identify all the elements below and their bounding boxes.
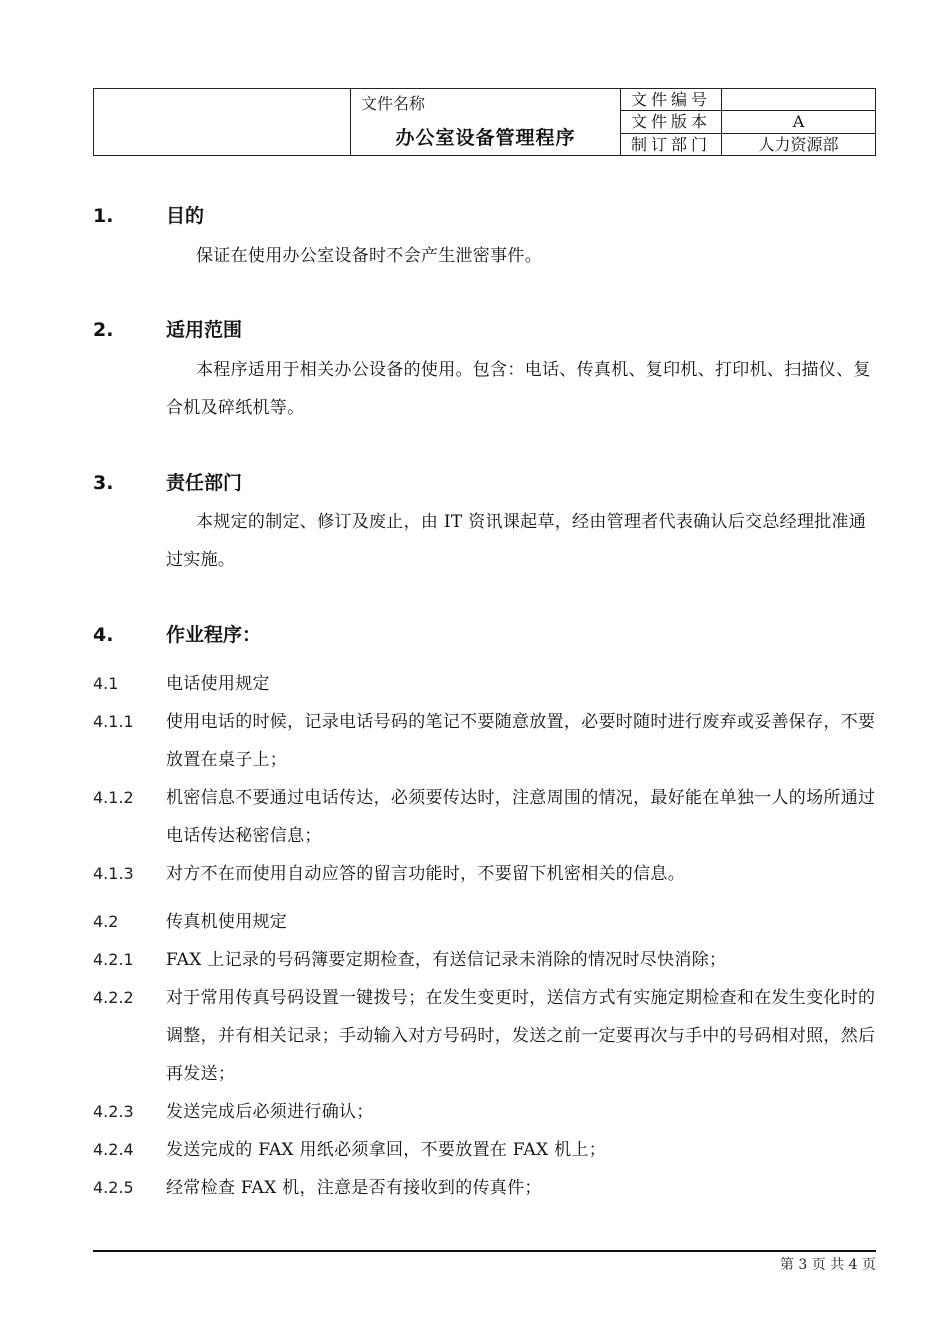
section-title: 作业程序： (166, 624, 262, 646)
department-label: 制订部门 (621, 133, 722, 155)
logo-cell (94, 89, 351, 156)
item-text: 发送完成后必须进行确认； (166, 1102, 374, 1122)
department-value: 人力资源部 (722, 133, 876, 155)
footer-divider (93, 1250, 876, 1252)
item-text: 对于常用传真号码设置一键拨号；在发生变更时，送信方式有实施定期检查和在发生变化时的调整，并有相关记录；手动输入对方号码时，发送之前一定要再次与手中的号码相对照，然后再发送； (166, 988, 876, 1084)
document-name-cell (351, 89, 621, 156)
list-item (93, 1093, 878, 1131)
item-text: 机密信息不要通过电话传达，必须要传达时，注意周围的情况，最好能在单独一人的场所通过电话传达秘密信息； (166, 788, 876, 846)
section-title: 适用范围 (166, 319, 243, 341)
section-number: 2. (93, 319, 114, 341)
item-number: 4.2 (93, 912, 119, 931)
item-text: 发送完成的 FAX 用纸必须拿回，不要放置在 FAX 机上； (166, 1140, 607, 1160)
item-number: 4.1.2 (93, 788, 134, 807)
item-number: 4.2.3 (93, 1102, 134, 1121)
section-number: 3. (93, 472, 114, 494)
list-item (93, 779, 878, 855)
item-number: 4.1 (93, 674, 119, 693)
doc-number-label: 文件编号 (621, 89, 722, 111)
list-item (93, 979, 878, 1093)
section-body-scope: 本程序适用于相关办公设备的使用。包含：电话、传真机、复印机、打印机、扫描仪、复合机及碎纸机等。 (166, 360, 871, 418)
section-number: 4. (93, 624, 114, 646)
item-text: 对方不在而使用自动应答的留言功能时，不要留下机密相关的信息。 (166, 864, 685, 884)
document-header-table (93, 88, 876, 156)
item-text: 使用电话的时候，记录电话号码的笔记不要随意放置，必要时随时进行废弃或妥善保存，不要放置在桌子上； (166, 712, 876, 770)
section-number: 1. (93, 205, 114, 227)
doc-number-value (722, 89, 876, 111)
document-name-label: 文件名称 (361, 94, 426, 113)
list-item (93, 903, 878, 941)
section-title: 目的 (166, 205, 205, 227)
item-number: 4.2.4 (93, 1140, 134, 1159)
section-title: 责任部门 (166, 472, 243, 494)
item-text: 电话使用规定 (166, 674, 270, 694)
doc-version-label: 文件版本 (621, 111, 722, 133)
item-number: 4.1.3 (93, 864, 134, 883)
item-text: 经常检查 FAX 机，注意是否有接收到的传真件； (166, 1178, 542, 1198)
item-number: 4.2.5 (93, 1178, 134, 1197)
item-number: 4.1.1 (93, 712, 134, 731)
item-number: 4.2.1 (93, 950, 134, 969)
list-item (93, 703, 878, 779)
list-item (93, 855, 878, 893)
item-number: 4.2.2 (93, 988, 134, 1007)
list-item (93, 1169, 878, 1207)
document-title: 办公室设备管理程序 (395, 127, 576, 149)
list-item (93, 665, 878, 703)
list-item (93, 1131, 878, 1169)
item-text: 传真机使用规定 (166, 912, 288, 932)
item-text: FAX 上记录的号码簿要定期检查，有送信记录未消除的情况时尽快消除； (166, 950, 727, 970)
list-item (93, 941, 878, 979)
doc-version-value: A (722, 111, 876, 133)
section-body-responsibility: 本规定的制定、修订及废止，由 IT 资讯课起草，经由管理者代表确认后交总经理批准通过实施。 (166, 512, 867, 570)
page-number: 第 3 页 共 4 页 (779, 1257, 876, 1273)
section-body-purpose: 保证在使用办公室设备时不会产生泄密事件。 (196, 246, 542, 266)
